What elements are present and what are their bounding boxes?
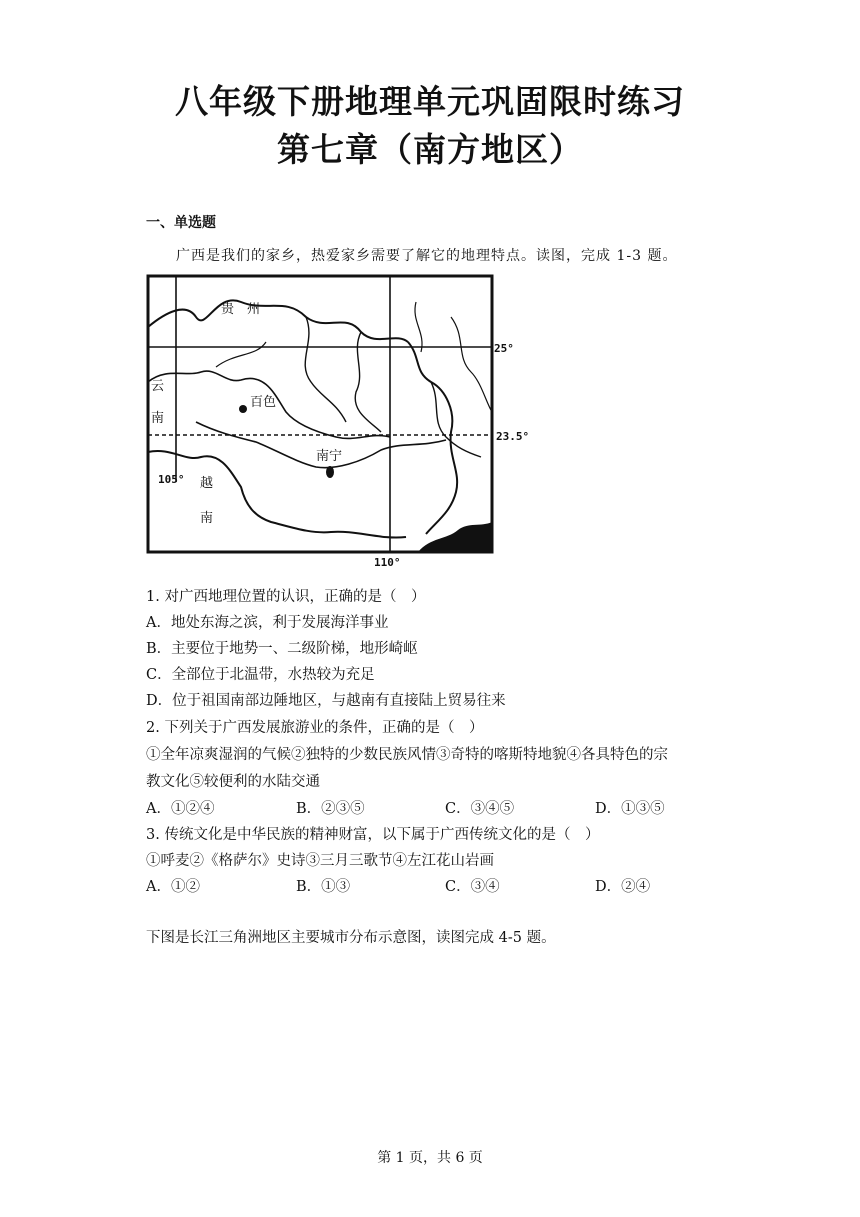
guangxi-map [146, 272, 546, 568]
question-3-desc-line1: ①呼麦②《格萨尔》史诗③三月三歌节④左江花山岩画 [146, 853, 494, 869]
question-1-stem: 1. 对广西地理位置的认识，正确的是（ ） [146, 589, 426, 605]
label-baise: 百色 [250, 395, 277, 410]
question-3-option-d: D．②④ [595, 879, 651, 895]
intro-text-q4-5: 下图是长江三角洲地区主要城市分布示意图，读图完成 4-5 题。 [146, 930, 556, 946]
question-1-option-a: A．地处东海之滨，利于发展海洋事业 [146, 615, 389, 631]
label-nan: 南 [151, 411, 165, 426]
question-2-option-c: C．③④⑤ [445, 801, 515, 817]
question-2-option-d: D．①③⑤ [595, 801, 665, 817]
coord-lon105: 105° [158, 473, 185, 486]
question-3-stem: 3. 传统文化是中华民族的精神财富，以下属于广西传统文化的是（ ） [146, 827, 600, 843]
question-1-option-b: B．主要位于地势一、二级阶梯，地形崎岖 [146, 641, 418, 657]
coord-lon110: 110° [374, 556, 401, 568]
page-footer: 第 1 页，共 6 页 [377, 1150, 483, 1166]
question-3-option-b: B．①③ [296, 879, 351, 895]
question-2-option-b: B．②③⑤ [296, 801, 365, 817]
coord-lat235: 23.5° [496, 430, 530, 443]
question-1-option-c: C．全部位于北温带，水热较为充足 [146, 667, 375, 683]
document-subtitle: 第七章（南方地区） [277, 130, 583, 169]
label-nanning: 南宁 [316, 449, 343, 464]
label-nan2: 南 [200, 511, 214, 526]
question-1-option-d: D．位于祖国南部边陲地区，与越南有直接陆上贸易往来 [146, 693, 506, 709]
section-heading: 一、单选题 [146, 215, 216, 231]
question-3-option-a: A．①② [146, 879, 200, 895]
question-3-option-c: C．③④ [445, 879, 500, 895]
question-2-desc-line1: ①全年凉爽湿润的气候②独特的少数民族风情③奇特的喀斯特地貌④各具特色的宗 [146, 747, 668, 763]
label-yue: 越 [200, 476, 214, 491]
label-guizhou: 贵 州 [221, 302, 261, 317]
question-2-stem: 2. 下列关于广西发展旅游业的条件，正确的是（ ） [146, 720, 484, 736]
intro-text-q1-3: 广西是我们的家乡，热爱家乡需要了解它的地理特点。读图，完成 1-3 题。 [176, 248, 678, 264]
question-2-option-a: A．①②④ [146, 801, 215, 817]
document-title: 八年级下册地理单元巩固限时练习 [175, 82, 685, 121]
question-2-desc-line2: 教文化⑤较便利的水陆交通 [146, 774, 320, 790]
coord-lat25: 25° [494, 342, 514, 355]
label-yun: 云 [151, 379, 165, 394]
